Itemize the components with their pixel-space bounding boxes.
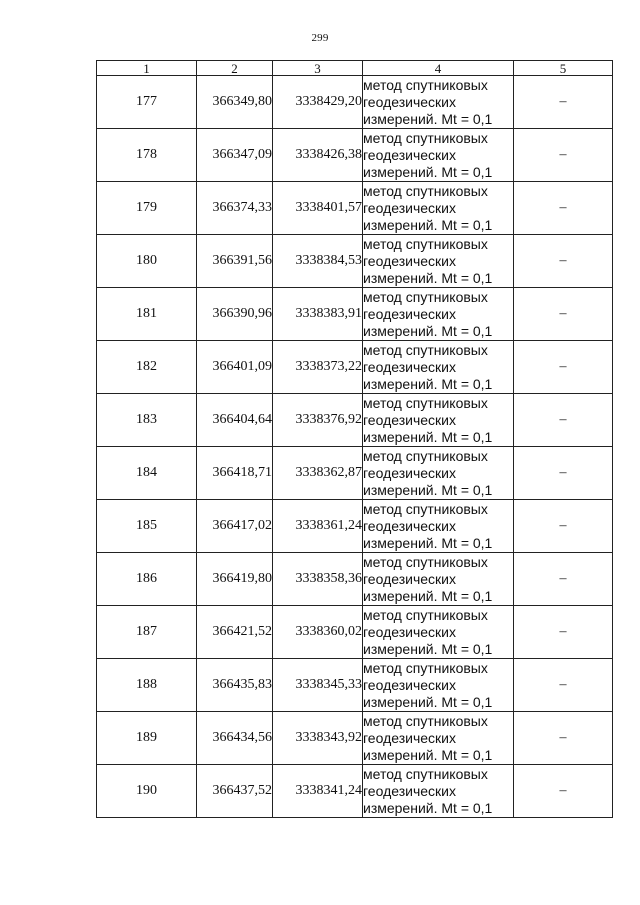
note-cell: – [514, 76, 613, 129]
method-line: геодезических [363, 729, 456, 746]
x-coordinate-cell: 366401,09 [197, 341, 273, 394]
method-line: метод спутниковых [363, 341, 488, 358]
coordinates-table [96, 60, 613, 818]
x-coordinate-cell: 366434,56 [197, 712, 273, 765]
table-row [97, 394, 613, 447]
y-coordinate-cell: 3338343,92 [273, 712, 363, 765]
point-number-cell: 184 [97, 447, 197, 500]
method-line: измерений. Mt = 0,1 [363, 587, 493, 604]
y-coordinate-cell: 3338358,36 [273, 553, 363, 606]
method-cell [363, 659, 514, 712]
note-cell: – [514, 553, 613, 606]
method-line: геодезических [363, 676, 456, 693]
y-coordinate-cell: 3338360,02 [273, 606, 363, 659]
method-line: измерений. Mt = 0,1 [363, 693, 493, 710]
method-line: метод спутниковых [363, 553, 488, 570]
note-cell: – [514, 712, 613, 765]
method-line: измерений. Mt = 0,1 [363, 322, 493, 339]
table-row [97, 235, 613, 288]
method-line: метод спутниковых [363, 129, 488, 146]
x-coordinate-cell: 366419,80 [197, 553, 273, 606]
method-cell [363, 129, 514, 182]
method-line: геодезических [363, 623, 456, 640]
method-cell [363, 394, 514, 447]
table-row [97, 76, 613, 129]
note-cell: – [514, 500, 613, 553]
method-cell [363, 712, 514, 765]
method-line: измерений. Mt = 0,1 [363, 163, 493, 180]
x-coordinate-cell: 366391,56 [197, 235, 273, 288]
method-line: измерений. Mt = 0,1 [363, 216, 493, 233]
method-line: измерений. Mt = 0,1 [363, 428, 493, 445]
x-coordinate-cell: 366421,52 [197, 606, 273, 659]
table-row [97, 341, 613, 394]
x-coordinate-cell: 366418,71 [197, 447, 273, 500]
method-cell [363, 553, 514, 606]
method-line: геодезических [363, 411, 456, 428]
method-line: геодезических [363, 252, 456, 269]
y-coordinate-cell: 3338426,38 [273, 129, 363, 182]
method-line: метод спутниковых [363, 394, 488, 411]
point-number-cell: 183 [97, 394, 197, 447]
method-line: геодезических [363, 199, 456, 216]
y-coordinate-cell: 3338376,92 [273, 394, 363, 447]
point-number-cell: 186 [97, 553, 197, 606]
note-cell: – [514, 341, 613, 394]
table-row [97, 182, 613, 235]
method-line: измерений. Mt = 0,1 [363, 375, 493, 392]
method-line: геодезических [363, 358, 456, 375]
x-coordinate-cell: 366437,52 [197, 765, 273, 818]
x-coordinate-cell: 366349,80 [197, 76, 273, 129]
x-coordinate-cell: 366435,83 [197, 659, 273, 712]
y-coordinate-cell: 3338401,57 [273, 182, 363, 235]
method-cell [363, 235, 514, 288]
table-row [97, 606, 613, 659]
table-row [97, 129, 613, 182]
method-line: измерений. Mt = 0,1 [363, 481, 493, 498]
method-line: геодезических [363, 517, 456, 534]
page-number: 299 [311, 32, 329, 44]
x-coordinate-cell: 366417,02 [197, 500, 273, 553]
column-header: 4 [363, 61, 514, 76]
y-coordinate-cell: 3338361,24 [273, 500, 363, 553]
method-cell [363, 182, 514, 235]
table-header-row [97, 61, 613, 76]
table-row [97, 553, 613, 606]
point-number-cell: 182 [97, 341, 197, 394]
table-row [97, 500, 613, 553]
x-coordinate-cell: 366390,96 [197, 288, 273, 341]
point-number-cell: 179 [97, 182, 197, 235]
method-line: измерений. Mt = 0,1 [363, 746, 493, 763]
method-line: метод спутниковых [363, 712, 488, 729]
method-line: метод спутниковых [363, 659, 488, 676]
method-line: метод спутниковых [363, 500, 488, 517]
method-cell [363, 341, 514, 394]
note-cell: – [514, 765, 613, 818]
column-header: 2 [197, 61, 273, 76]
point-number-cell: 187 [97, 606, 197, 659]
method-cell [363, 500, 514, 553]
method-line: измерений. Mt = 0,1 [363, 534, 493, 551]
table-row [97, 447, 613, 500]
x-coordinate-cell: 366347,09 [197, 129, 273, 182]
method-line: измерений. Mt = 0,1 [363, 640, 493, 657]
y-coordinate-cell: 3338429,20 [273, 76, 363, 129]
note-cell: – [514, 182, 613, 235]
y-coordinate-cell: 3338345,33 [273, 659, 363, 712]
method-line: геодезических [363, 93, 456, 110]
method-line: геодезических [363, 782, 456, 799]
x-coordinate-cell: 366404,64 [197, 394, 273, 447]
point-number-cell: 185 [97, 500, 197, 553]
note-cell: – [514, 288, 613, 341]
method-cell [363, 76, 514, 129]
note-cell: – [514, 447, 613, 500]
table-row [97, 659, 613, 712]
method-line: метод спутниковых [363, 447, 488, 464]
method-line: метод спутниковых [363, 182, 488, 199]
method-line: метод спутниковых [363, 288, 488, 305]
method-line: метод спутниковых [363, 235, 488, 252]
point-number-cell: 177 [97, 76, 197, 129]
method-line: метод спутниковых [363, 765, 488, 782]
column-header: 1 [97, 61, 197, 76]
method-line: измерений. Mt = 0,1 [363, 110, 493, 127]
note-cell: – [514, 129, 613, 182]
method-cell [363, 288, 514, 341]
column-header: 3 [273, 61, 363, 76]
method-line: геодезических [363, 305, 456, 322]
point-number-cell: 180 [97, 235, 197, 288]
method-line: геодезических [363, 570, 456, 587]
table-body [97, 61, 613, 818]
y-coordinate-cell: 3338383,91 [273, 288, 363, 341]
method-line: метод спутниковых [363, 606, 488, 623]
note-cell: – [514, 394, 613, 447]
point-number-cell: 189 [97, 712, 197, 765]
point-number-cell: 178 [97, 129, 197, 182]
column-header: 5 [514, 61, 613, 76]
method-line: измерений. Mt = 0,1 [363, 799, 493, 816]
y-coordinate-cell: 3338373,22 [273, 341, 363, 394]
table-row [97, 765, 613, 818]
point-number-cell: 181 [97, 288, 197, 341]
method-line: геодезических [363, 464, 456, 481]
note-cell: – [514, 235, 613, 288]
y-coordinate-cell: 3338384,53 [273, 235, 363, 288]
table-row [97, 712, 613, 765]
method-line: измерений. Mt = 0,1 [363, 269, 493, 286]
note-cell: – [514, 606, 613, 659]
method-line: геодезических [363, 146, 456, 163]
y-coordinate-cell: 3338362,87 [273, 447, 363, 500]
note-cell: – [514, 659, 613, 712]
method-cell [363, 765, 514, 818]
method-cell [363, 447, 514, 500]
method-cell [363, 606, 514, 659]
y-coordinate-cell: 3338341,24 [273, 765, 363, 818]
x-coordinate-cell: 366374,33 [197, 182, 273, 235]
point-number-cell: 190 [97, 765, 197, 818]
method-line: метод спутниковых [363, 76, 488, 93]
point-number-cell: 188 [97, 659, 197, 712]
table-row [97, 288, 613, 341]
